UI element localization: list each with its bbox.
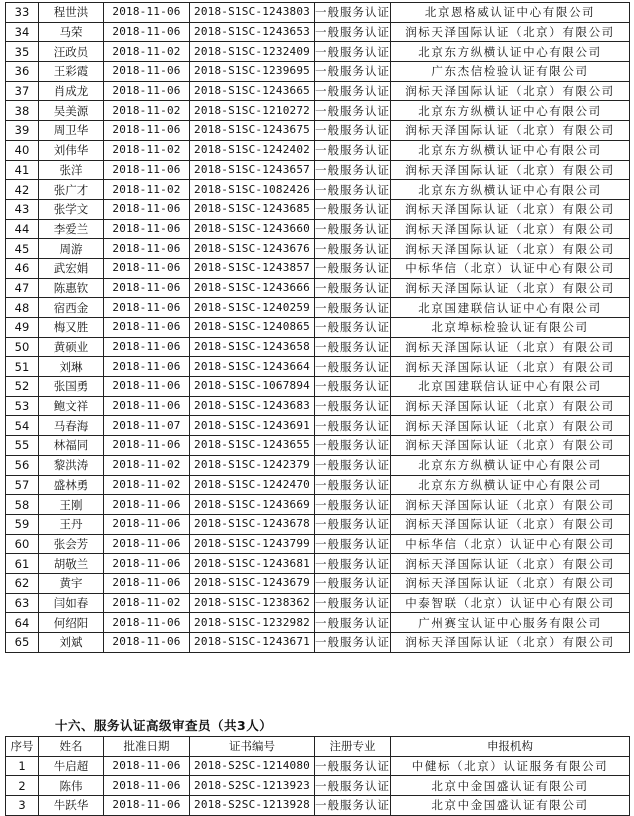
cell-date: 2018-11-06 — [104, 796, 190, 816]
cell-category: 一般服务认证 — [315, 180, 391, 200]
cell-no: 43 — [6, 199, 39, 219]
cell-date: 2018-11-06 — [104, 199, 190, 219]
cell-org: 北京东方纵横认证中心有限公司 — [391, 140, 630, 160]
table-row — [6, 796, 630, 816]
cell-cert: 2018-S1SC-1239695 — [190, 62, 315, 82]
cell-org: 润标天泽国际认证（北京）有限公司 — [391, 337, 630, 357]
table-row — [6, 573, 630, 593]
table-row — [6, 396, 630, 416]
cell-org: 北京东方纵横认证中心有限公司 — [391, 42, 630, 62]
cell-name: 王丹 — [39, 514, 104, 534]
table-row — [6, 219, 630, 239]
table-row — [6, 199, 630, 219]
cell-cert: 2018-S2SC-1213923 — [190, 776, 315, 796]
table-row — [6, 42, 630, 62]
cell-cert: 2018-S1SC-1243681 — [190, 554, 315, 574]
table-row — [6, 495, 630, 515]
cell-cert: 2018-S1SC-1243658 — [190, 337, 315, 357]
cell-no: 56 — [6, 455, 39, 475]
cell-name: 黄硕业 — [39, 337, 104, 357]
table-row — [6, 436, 630, 456]
cell-name: 闫如春 — [39, 593, 104, 613]
cell-cert: 2018-S1SC-1243691 — [190, 416, 315, 436]
cell-date: 2018-11-06 — [104, 318, 190, 338]
cell-category: 一般服务认证 — [315, 613, 391, 633]
table-row — [6, 534, 630, 554]
cell-org: 中标华信（北京）认证中心有限公司 — [391, 534, 630, 554]
cell-cert: 2018-S1SC-1243678 — [190, 514, 315, 534]
cell-cert: 2018-S1SC-1243675 — [190, 121, 315, 141]
table-row — [6, 140, 630, 160]
table-row — [6, 416, 630, 436]
cell-org: 润标天泽国际认证（北京）有限公司 — [391, 81, 630, 101]
cell-date: 2018-11-06 — [104, 62, 190, 82]
cell-date: 2018-11-06 — [104, 396, 190, 416]
cell-name: 林福同 — [39, 436, 104, 456]
cell-no: 35 — [6, 42, 39, 62]
cell-cert: 2018-S1SC-1243653 — [190, 22, 315, 42]
cell-date: 2018-11-06 — [104, 219, 190, 239]
cell-no: 45 — [6, 239, 39, 259]
cell-name: 汪政员 — [39, 42, 104, 62]
cell-date: 2018-11-02 — [104, 593, 190, 613]
cell-no: 2 — [6, 776, 39, 796]
cell-name: 王刚 — [39, 495, 104, 515]
header-row — [6, 737, 630, 757]
cell-category: 一般服务认证 — [315, 101, 391, 121]
main-roster-body — [6, 3, 630, 653]
cell-date: 2018-11-06 — [104, 258, 190, 278]
cell-no: 36 — [6, 62, 39, 82]
cell-date: 2018-11-06 — [104, 22, 190, 42]
cell-cert: 2018-S1SC-1242379 — [190, 455, 315, 475]
cell-date: 2018-11-06 — [104, 613, 190, 633]
cell-category: 一般服务认证 — [315, 199, 391, 219]
senior-reviewer-body — [6, 756, 630, 815]
cell-date: 2018-11-06 — [104, 756, 190, 776]
cell-category: 一般服务认证 — [315, 160, 391, 180]
cell-org: 润标天泽国际认证（北京）有限公司 — [391, 278, 630, 298]
header-name: 姓名 — [39, 737, 104, 757]
cell-name: 马春海 — [39, 416, 104, 436]
cell-name: 程世洪 — [39, 3, 104, 23]
table-row — [6, 160, 630, 180]
cell-org: 北京东方纵横认证中心有限公司 — [391, 101, 630, 121]
cell-org: 北京埠标检验认证有限公司 — [391, 318, 630, 338]
cell-org: 中标华信（北京）认证中心有限公司 — [391, 258, 630, 278]
cell-name: 李爱兰 — [39, 219, 104, 239]
table-row — [6, 239, 630, 259]
table-row — [6, 613, 630, 633]
cell-no: 58 — [6, 495, 39, 515]
cell-date: 2018-11-02 — [104, 475, 190, 495]
cell-org: 北京东方纵横认证中心有限公司 — [391, 180, 630, 200]
table-row — [6, 121, 630, 141]
cell-category: 一般服务认证 — [315, 455, 391, 475]
table-row — [6, 593, 630, 613]
cell-category: 一般服务认证 — [315, 796, 391, 816]
cell-cert: 2018-S1SC-1243679 — [190, 573, 315, 593]
header-category: 注册专业 — [315, 737, 391, 757]
cell-no: 1 — [6, 756, 39, 776]
cell-org: 广州赛宝认证中心服务有限公司 — [391, 613, 630, 633]
cell-category: 一般服务认证 — [315, 121, 391, 141]
senior-reviewer-table — [5, 736, 630, 816]
cell-org: 润标天泽国际认证（北京）有限公司 — [391, 121, 630, 141]
cell-org: 润标天泽国际认证（北京）有限公司 — [391, 396, 630, 416]
cell-category: 一般服务认证 — [315, 278, 391, 298]
cell-date: 2018-11-06 — [104, 121, 190, 141]
cell-name: 张洋 — [39, 160, 104, 180]
main-roster-table — [5, 2, 630, 653]
cell-date: 2018-11-06 — [104, 3, 190, 23]
cell-date: 2018-11-06 — [104, 776, 190, 796]
cell-name: 黄宇 — [39, 573, 104, 593]
cell-name: 张国勇 — [39, 377, 104, 397]
cell-cert: 2018-S1SC-1242402 — [190, 140, 315, 160]
cell-name: 张广才 — [39, 180, 104, 200]
cell-cert: 2018-S1SC-1242470 — [190, 475, 315, 495]
cell-org: 润标天泽国际认证（北京）有限公司 — [391, 22, 630, 42]
cell-category: 一般服务认证 — [315, 22, 391, 42]
cell-cert: 2018-S1SC-1240259 — [190, 298, 315, 318]
cell-no: 60 — [6, 534, 39, 554]
cell-cert: 2018-S1SC-1243666 — [190, 278, 315, 298]
cell-no: 34 — [6, 22, 39, 42]
table-row — [6, 377, 630, 397]
cell-org: 润标天泽国际认证（北京）有限公司 — [391, 199, 630, 219]
cell-cert: 2018-S1SC-1243665 — [190, 81, 315, 101]
cell-cert: 2018-S1SC-1243857 — [190, 258, 315, 278]
cell-no: 37 — [6, 81, 39, 101]
cell-category: 一般服务认证 — [315, 633, 391, 653]
cell-date: 2018-11-06 — [104, 573, 190, 593]
cell-category: 一般服务认证 — [315, 593, 391, 613]
cell-org: 润标天泽国际认证（北京）有限公司 — [391, 416, 630, 436]
cell-org: 中泰智联（北京）认证中心有限公司 — [391, 593, 630, 613]
table-row — [6, 298, 630, 318]
cell-name: 陈伟 — [39, 776, 104, 796]
cell-name: 梅又胜 — [39, 318, 104, 338]
cell-no: 49 — [6, 318, 39, 338]
cell-no: 61 — [6, 554, 39, 574]
cell-cert: 2018-S1SC-1243683 — [190, 396, 315, 416]
cell-name: 吴美源 — [39, 101, 104, 121]
header-org: 申报机构 — [391, 737, 630, 757]
cell-category: 一般服务认证 — [315, 298, 391, 318]
cell-cert: 2018-S2SC-1213928 — [190, 796, 315, 816]
cell-category: 一般服务认证 — [315, 554, 391, 574]
cell-no: 42 — [6, 180, 39, 200]
cell-date: 2018-11-06 — [104, 239, 190, 259]
cell-cert: 2018-S1SC-1243803 — [190, 3, 315, 23]
cell-no: 64 — [6, 613, 39, 633]
cell-org: 润标天泽国际认证（北京）有限公司 — [391, 633, 630, 653]
cell-date: 2018-11-06 — [104, 514, 190, 534]
cell-no: 57 — [6, 475, 39, 495]
cell-name: 刘琳 — [39, 357, 104, 377]
cell-name: 马荣 — [39, 22, 104, 42]
cell-date: 2018-11-06 — [104, 337, 190, 357]
cell-org: 润标天泽国际认证（北京）有限公司 — [391, 160, 630, 180]
cell-category: 一般服务认证 — [315, 337, 391, 357]
table-row — [6, 633, 630, 653]
cell-cert: 2018-S1SC-1243676 — [190, 239, 315, 259]
cell-name: 刘伟华 — [39, 140, 104, 160]
table-row — [6, 337, 630, 357]
cell-no: 62 — [6, 573, 39, 593]
cell-cert: 2018-S1SC-1238362 — [190, 593, 315, 613]
cell-org: 润标天泽国际认证（北京）有限公司 — [391, 554, 630, 574]
cell-category: 一般服务认证 — [315, 475, 391, 495]
cell-category: 一般服务认证 — [315, 357, 391, 377]
cell-org: 润标天泽国际认证（北京）有限公司 — [391, 436, 630, 456]
cell-no: 46 — [6, 258, 39, 278]
cell-category: 一般服务认证 — [315, 239, 391, 259]
cell-cert: 2018-S1SC-1243657 — [190, 160, 315, 180]
cell-category: 一般服务认证 — [315, 534, 391, 554]
cell-cert: 2018-S1SC-1240865 — [190, 318, 315, 338]
cell-no: 51 — [6, 357, 39, 377]
cell-category: 一般服务认证 — [315, 81, 391, 101]
cell-org: 北京中金国盛认证有限公司 — [391, 776, 630, 796]
cell-date: 2018-11-06 — [104, 377, 190, 397]
cell-org: 北京中金国盛认证有限公司 — [391, 796, 630, 816]
cell-category: 一般服务认证 — [315, 377, 391, 397]
cell-org: 中健标（北京）认证服务有限公司 — [391, 756, 630, 776]
cell-org: 润标天泽国际认证（北京）有限公司 — [391, 239, 630, 259]
table-row — [6, 776, 630, 796]
cell-date: 2018-11-06 — [104, 436, 190, 456]
cell-cert: 2018-S1SC-1082426 — [190, 180, 315, 200]
table-row — [6, 101, 630, 121]
cell-name: 牛跃华 — [39, 796, 104, 816]
table-row — [6, 357, 630, 377]
cell-org: 广东杰信检验认证有限公司 — [391, 62, 630, 82]
cell-no: 33 — [6, 3, 39, 23]
cell-date: 2018-11-06 — [104, 278, 190, 298]
cell-no: 40 — [6, 140, 39, 160]
cell-category: 一般服务认证 — [315, 573, 391, 593]
cell-date: 2018-11-02 — [104, 42, 190, 62]
table-row — [6, 278, 630, 298]
table-row — [6, 81, 630, 101]
cell-no: 54 — [6, 416, 39, 436]
cell-name: 刘斌 — [39, 633, 104, 653]
cell-name: 牛启超 — [39, 756, 104, 776]
header-date: 批准日期 — [104, 737, 190, 757]
cell-name: 鲍文祥 — [39, 396, 104, 416]
cell-no: 65 — [6, 633, 39, 653]
cell-date: 2018-11-06 — [104, 554, 190, 574]
section-title: 十六、服务认证高级审查员（共3人） — [55, 718, 273, 733]
cell-category: 一般服务认证 — [315, 219, 391, 239]
cell-cert: 2018-S1SC-1243664 — [190, 357, 315, 377]
cell-date: 2018-11-07 — [104, 416, 190, 436]
table-row — [6, 22, 630, 42]
cell-category: 一般服务认证 — [315, 436, 391, 456]
header-cert: 证书编号 — [190, 737, 315, 757]
cell-no: 41 — [6, 160, 39, 180]
cell-category: 一般服务认证 — [315, 3, 391, 23]
cell-no: 48 — [6, 298, 39, 318]
cell-no: 47 — [6, 278, 39, 298]
cell-org: 北京东方纵横认证中心有限公司 — [391, 475, 630, 495]
cell-cert: 2018-S1SC-1243799 — [190, 534, 315, 554]
cell-no: 55 — [6, 436, 39, 456]
cell-org: 润标天泽国际认证（北京）有限公司 — [391, 573, 630, 593]
table-row — [6, 62, 630, 82]
cell-cert: 2018-S1SC-1243660 — [190, 219, 315, 239]
cell-no: 52 — [6, 377, 39, 397]
cell-name: 肖成龙 — [39, 81, 104, 101]
cell-date: 2018-11-06 — [104, 81, 190, 101]
cell-org: 润标天泽国际认证（北京）有限公司 — [391, 514, 630, 534]
cell-date: 2018-11-02 — [104, 140, 190, 160]
cell-no: 38 — [6, 101, 39, 121]
cell-name: 宿西金 — [39, 298, 104, 318]
cell-org: 北京东方纵横认证中心有限公司 — [391, 455, 630, 475]
cell-cert: 2018-S1SC-1232409 — [190, 42, 315, 62]
cell-name: 盛林勇 — [39, 475, 104, 495]
cell-date: 2018-11-06 — [104, 357, 190, 377]
table-row — [6, 3, 630, 23]
cell-name: 黎洪涛 — [39, 455, 104, 475]
cell-category: 一般服务认证 — [315, 756, 391, 776]
cell-date: 2018-11-06 — [104, 534, 190, 554]
cell-date: 2018-11-06 — [104, 298, 190, 318]
cell-no: 3 — [6, 796, 39, 816]
cell-cert: 2018-S1SC-1067894 — [190, 377, 315, 397]
cell-cert: 2018-S1SC-1243685 — [190, 199, 315, 219]
cell-cert: 2018-S1SC-1243655 — [190, 436, 315, 456]
cell-category: 一般服务认证 — [315, 318, 391, 338]
cell-name: 何绍阳 — [39, 613, 104, 633]
cell-org: 润标天泽国际认证（北京）有限公司 — [391, 495, 630, 515]
cell-category: 一般服务认证 — [315, 258, 391, 278]
cell-name: 周卫华 — [39, 121, 104, 141]
table-row — [6, 475, 630, 495]
cell-date: 2018-11-02 — [104, 455, 190, 475]
cell-no: 63 — [6, 593, 39, 613]
cell-date: 2018-11-06 — [104, 160, 190, 180]
cell-name: 周游 — [39, 239, 104, 259]
cell-date: 2018-11-02 — [104, 101, 190, 121]
table-row — [6, 258, 630, 278]
cell-org: 润标天泽国际认证（北京）有限公司 — [391, 219, 630, 239]
cell-name: 张学文 — [39, 199, 104, 219]
cell-category: 一般服务认证 — [315, 495, 391, 515]
cell-name: 陈惠钦 — [39, 278, 104, 298]
cell-no: 39 — [6, 121, 39, 141]
cell-no: 44 — [6, 219, 39, 239]
cell-no: 53 — [6, 396, 39, 416]
cell-cert: 2018-S1SC-1232982 — [190, 613, 315, 633]
cell-category: 一般服务认证 — [315, 396, 391, 416]
cell-name: 胡敬兰 — [39, 554, 104, 574]
cell-no: 50 — [6, 337, 39, 357]
header-no: 序号 — [6, 737, 39, 757]
cell-cert: 2018-S1SC-1243671 — [190, 633, 315, 653]
cell-org: 润标天泽国际认证（北京）有限公司 — [391, 357, 630, 377]
cell-name: 王彩霞 — [39, 62, 104, 82]
cell-name: 武宏娟 — [39, 258, 104, 278]
cell-cert: 2018-S1SC-1243669 — [190, 495, 315, 515]
cell-org: 北京国建联信认证中心有限公司 — [391, 298, 630, 318]
cell-cert: 2018-S1SC-1210272 — [190, 101, 315, 121]
cell-date: 2018-11-06 — [104, 495, 190, 515]
table-row — [6, 318, 630, 338]
cell-org: 北京恩格威认证中心有限公司 — [391, 3, 630, 23]
cell-category: 一般服务认证 — [315, 140, 391, 160]
cell-category: 一般服务认证 — [315, 514, 391, 534]
cell-category: 一般服务认证 — [315, 62, 391, 82]
cell-no: 59 — [6, 514, 39, 534]
cell-date: 2018-11-06 — [104, 633, 190, 653]
table-row — [6, 455, 630, 475]
table-row — [6, 514, 630, 534]
cell-category: 一般服务认证 — [315, 776, 391, 796]
cell-date: 2018-11-02 — [104, 180, 190, 200]
cell-cert: 2018-S2SC-1214080 — [190, 756, 315, 776]
cell-category: 一般服务认证 — [315, 416, 391, 436]
table-row — [6, 554, 630, 574]
table-row — [6, 756, 630, 776]
cell-category: 一般服务认证 — [315, 42, 391, 62]
cell-name: 张会芳 — [39, 534, 104, 554]
cell-org: 北京国建联信认证中心有限公司 — [391, 377, 630, 397]
table-row — [6, 180, 630, 200]
